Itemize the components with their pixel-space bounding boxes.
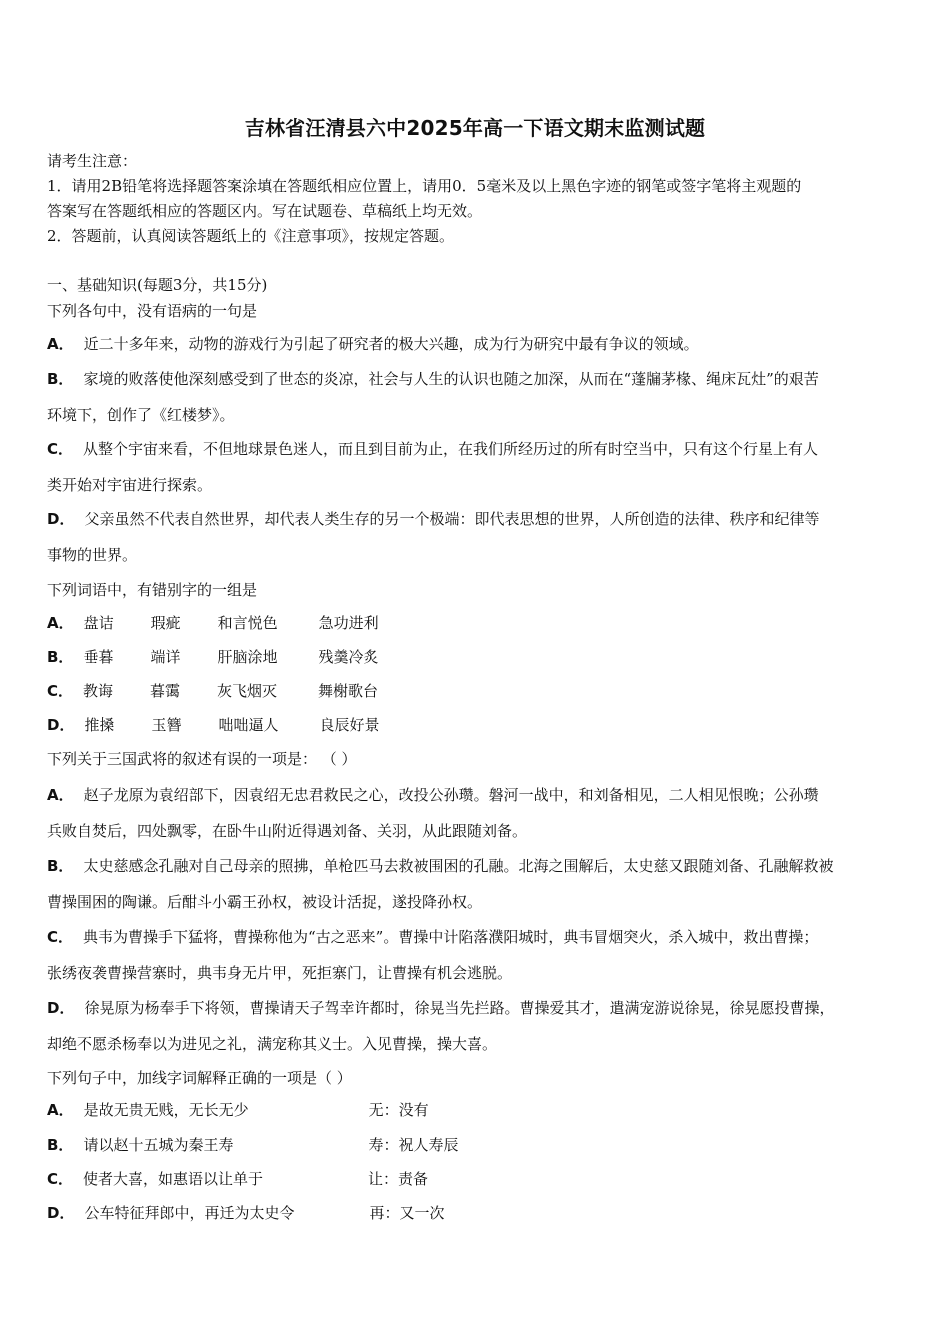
word: 灰飞烟灭: [217, 682, 278, 700]
q3-option-a-cont: 兵败自焚后，四处飘零，在卧牛山附近得遇刘备、关羽，从此跟随刘备。: [47, 822, 528, 840]
q1-option-a: [47, 333, 909, 355]
q1-stem: 下列各句中，没有语病的一句是: [47, 302, 258, 320]
q3-option-b: [47, 855, 909, 877]
option-letter: D．: [47, 999, 75, 1017]
option-letter: C．: [47, 440, 74, 458]
option-text: 典韦为曹操手下猛将，曹操称他为“古之恶来”。曹操中计陷落濮阳城时，典韦冒烟突火，杀入城中，救出曹操；: [83, 928, 819, 946]
q4-option-d: [47, 1202, 444, 1224]
option-text: 父亲虽然不代表自然世界，却代表人类生存的另一个极端：即代表思想的世界，人所创造的法律、秩序和纪律等: [84, 510, 820, 528]
word: 肝脑涂地: [217, 648, 278, 666]
q1-option-d: [47, 508, 909, 530]
q3-option-a: [47, 784, 909, 806]
page-title: 吉林省汪清县六中2025年高一下语文期末监测试题: [244, 116, 706, 140]
q3-option-d-cont: 却绝不愿杀杨奉以为进见之礼，满宠称其义士。入见曹操，操大喜。: [47, 1035, 498, 1053]
notice-item-1-line-1: 1．请用2B铅笔将选择题答案涂填在答题纸相应位置上，请用0．5毫米及以上黑色字迹的钢笔或签字笔将主观题的: [47, 177, 802, 195]
option-letter: A．: [47, 335, 74, 353]
option-text: 太史慈感念孔融对自己母亲的照拂，单枪匹马去救被围困的孔融。北海之围解后，太史慈又跟随刘备、孔融解救被: [83, 857, 834, 875]
option-sentence: 使者大喜，如惠语以让单于: [83, 1170, 264, 1188]
q1-option-d-cont: 事物的世界。: [47, 546, 138, 564]
word: 急功进利: [318, 614, 379, 632]
q1-option-b: [47, 368, 909, 390]
q2-option-a: [47, 612, 379, 634]
word: 舞榭歌台: [318, 682, 379, 700]
word: 暮霭: [150, 682, 181, 700]
q1-option-b-cont: 环境下，创作了《红楼梦》。: [47, 406, 235, 424]
q3-stem: 下列关于三国武将的叙述有误的一项是： （ ）: [47, 750, 357, 768]
notice-item-1-line-2: 答案写在答题纸相应的答题区内。写在试题卷、草稿纸上均无效。: [47, 202, 483, 220]
option-sentence: 公车特征拜郎中，再迁为太史令: [84, 1204, 295, 1222]
q4-option-b: [47, 1134, 458, 1156]
option-letter: D．: [47, 716, 75, 734]
option-letter: C．: [47, 682, 74, 700]
option-gloss: 再：又一次: [369, 1204, 445, 1222]
option-text: 赵子龙原为袁绍部下，因袁绍无忠君救民之心，改投公孙瓒。磐河一战中，和刘备相见，二人相见恨晚；公孙瓒: [83, 786, 819, 804]
option-letter: A．: [47, 614, 74, 632]
word: 玉簪: [151, 716, 182, 734]
word: 端详: [150, 648, 181, 666]
q4-option-c: [47, 1168, 428, 1190]
q1-option-c-cont: 类开始对宇宙进行探索。: [47, 476, 213, 494]
q2-option-c: [47, 680, 378, 702]
word: 推搡: [84, 716, 115, 734]
option-text: 近二十多年来，动物的游戏行为引起了研究者的极大兴趣，成为行为研究中最有争议的领域。: [83, 335, 699, 353]
q3-option-b-cont: 曹操围困的陶谦。后酣斗小霸王孙权，被设计活捉，遂投降孙权。: [47, 893, 483, 911]
q4-option-a: [47, 1099, 429, 1121]
word: 残羹冷炙: [318, 648, 379, 666]
section-heading: 一、基础知识(每题3分，共15分): [47, 276, 268, 294]
q4-stem: 下列句子中，加线字词解释正确的一项是（ ）: [47, 1069, 352, 1087]
option-sentence: 请以赵十五城为秦王寿: [83, 1136, 234, 1154]
word: 教诲: [83, 682, 114, 700]
word: 盘诘: [83, 614, 114, 632]
option-letter: C．: [47, 1170, 74, 1188]
option-text: 家境的败落使他深刻感受到了世态的炎凉，社会与人生的认识也随之加深，从而在“蓬牖茅椽、绳床瓦灶”的艰苦: [83, 370, 819, 388]
word: 咄咄逼人: [218, 716, 279, 734]
option-letter: A．: [47, 786, 74, 804]
q1-option-c: [47, 438, 909, 460]
option-letter: B．: [47, 1136, 74, 1154]
option-letter: B．: [47, 857, 74, 875]
q2-stem: 下列词语中，有错别字的一组是: [47, 581, 258, 599]
option-gloss: 无：没有: [368, 1101, 429, 1119]
q2-option-d: [47, 714, 379, 736]
q2-option-b: [47, 646, 378, 668]
option-letter: A．: [47, 1101, 74, 1119]
word: 和言悦色: [217, 614, 278, 632]
word: 垂暮: [83, 648, 114, 666]
q3-option-c-cont: 张绣夜袭曹操营寨时，典韦身无片甲，死拒寨门，让曹操有机会逃脱。: [47, 964, 513, 982]
option-text: 徐晃原为杨奉手下将领，曹操请天子驾幸许都时，徐晃当先拦路。曹操爱其才，遣满宠游说徐晃，徐晃愿投曹操，: [84, 999, 835, 1017]
notice-heading: 请考生注意：: [47, 152, 138, 170]
option-letter: D．: [47, 510, 75, 528]
option-letter: C．: [47, 928, 74, 946]
q3-option-d: [47, 997, 909, 1019]
option-letter: B．: [47, 648, 74, 666]
option-gloss: 寿：祝人寿辰: [368, 1136, 459, 1154]
word: 瑕疵: [150, 614, 181, 632]
q3-option-c: [47, 926, 909, 948]
option-letter: D．: [47, 1204, 75, 1222]
notice-item-2: 2．答题前，认真阅读答题纸上的《注意事项》，按规定答题。: [47, 227, 455, 245]
option-sentence: 是故无贵无贱，无长无少: [83, 1101, 249, 1119]
option-text: 从整个宇宙来看，不但地球景色迷人，而且到目前为止，在我们所经历过的所有时空当中，只有这个行星上有人: [83, 440, 819, 458]
word: 良辰好景: [319, 716, 380, 734]
option-letter: B．: [47, 370, 74, 388]
option-gloss: 让：责备: [368, 1170, 429, 1188]
